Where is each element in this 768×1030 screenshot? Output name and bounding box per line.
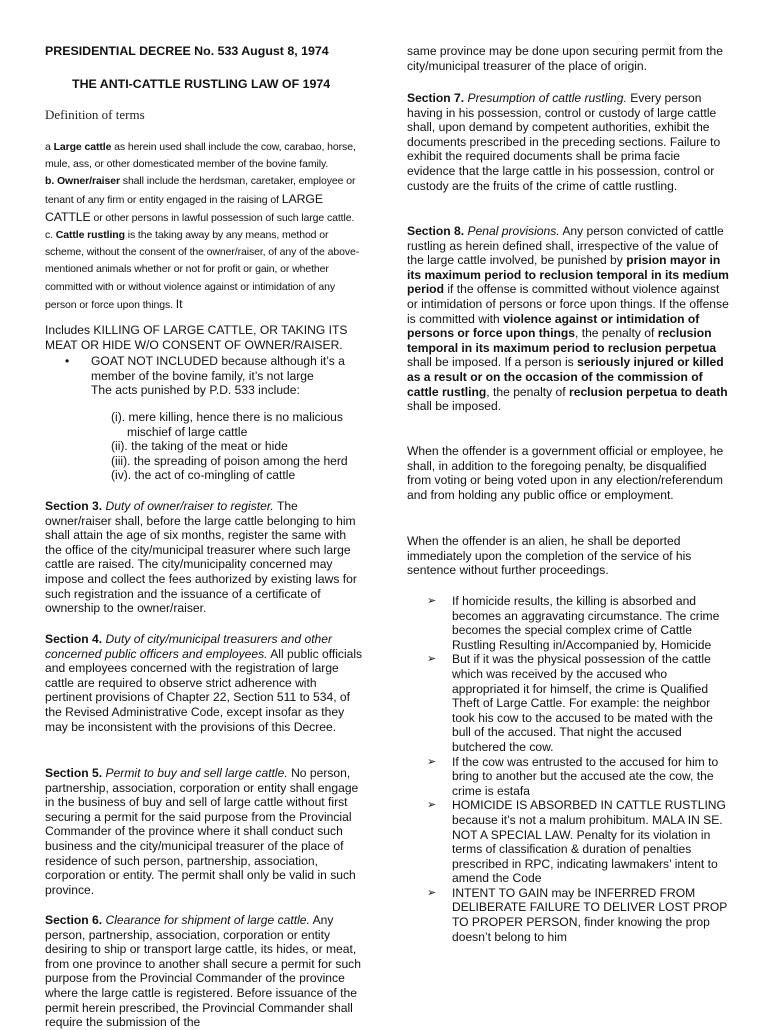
section-7-text: Every person having in his possession, control or custody of large cattle shall, upon demand by competent authorities, exhibit the documents prescribed in the preceding sections. Failure to exhibit the required documents shall be prima facie evidence that the large cattle in his possession, control or custody are the fruits of the crime of cattle rustling. [407, 91, 721, 193]
act-item: (iii). the spreading of poison among the herd [111, 453, 348, 468]
section-5-label: Section 5. [45, 766, 103, 780]
section-7-heading: Presumption of cattle rustling. [467, 91, 627, 105]
continuation-text: same province may be done upon securing permit from the city/municipal treasurer of the place of origin. [407, 44, 723, 73]
section-8-penalty-1: prision mayor in its maximum period to reclusion temporal in its medium period [407, 253, 729, 297]
definition-b-text-2: or other persons in lawful possession of such large cattle. [93, 211, 355, 224]
section-8-text-4: shall be imposed. If a person is [407, 355, 574, 370]
section-8-text-3: , the penalty of [574, 326, 655, 341]
decree-title: PRESIDENTIAL DECREE No. 533 August 8, 1974 [45, 44, 329, 58]
section-5-text: No person, partnership, association, corporation or entity shall engage in the business of buy and sell of large cattle without first securing a permit for the said purpose from the Provincial Commander of the province where it shall conduct such business and the city/municipal treasurer of the place of residence of such person, partnership, association, corporation or entity. The permit shall only be valid in such province. [45, 766, 359, 897]
section-8-penalty-3: reclusion perpetua to death [569, 384, 728, 399]
definition-b-large-cattle: LARGE CATTLE [45, 191, 323, 224]
note-text: HOMICIDE IS ABSORBED IN CATTLE RUSTLING because it’s not a malum prohibitum. MALA IN SE. NOT A SPECIAL LAW. Penalty for its violation in terms of classification & duration of penalties prescribed in RPC, indicating lawmakers’ intent to amend the Code [452, 798, 726, 886]
definition-a-term: Large cattle [53, 141, 112, 153]
definition-b [45, 173, 365, 227]
note-text: If homicide results, the killing is absorbed and becomes an aggravating circumstance. The crime becomes the special complex crime of Cattle Rustling Resulting in/Accompanied by, Homicide [452, 594, 720, 652]
section-8-heading: Penal provisions. [467, 224, 560, 238]
law-subtitle: THE ANTI-CATTLE RUSTLING LAW OF 1974 [72, 77, 331, 91]
section-8-injury: seriously injured or killed as a result or on the occasion of the commission of cattle rustling [407, 355, 724, 399]
section-6-text: Any person, partnership, association, corporation or entity desiring to ship or transport large cattle, its hides, or meat, from one province to another shall secure a permit for such purpose from the Provincial Commander of the province where the large cattle is registered. Before issuance of the permit herein prescribed, the Provincial Commander shall require the submission of the [45, 913, 361, 1030]
section-8-text-5: , the penalty of [486, 384, 566, 399]
section-6-heading: Clearance for shipment of large cattle. [105, 913, 310, 927]
section-3-text: The owner/raiser shall, before the large cattle belonging to him shall attain the age of six months, register the same with the office of the city/municipal treasurer where such large cattle are raised. The city/municipality concerned may impose and collect the fees authorized by existing laws for such registration and the issuance of a certificate of ownership to the owner/raiser. [45, 499, 357, 616]
definition-b-text-1: shall include the herdsman, caretaker, employee or tenant of any firm or entity engaged in the raising of [45, 175, 356, 206]
note-item [407, 652, 729, 754]
act-item: (iv). the act of co-mingling of cattle [111, 468, 296, 483]
definition-b-term: Owner/raiser [56, 175, 120, 188]
arrow-bullet-icon: ➢ [427, 799, 437, 812]
section-8-label: Section 8. [407, 224, 465, 238]
section-3-label: Section 3. [45, 499, 103, 513]
alien-paragraph: When the offender is an alien, he shall be deported immediately upon the completion of the service of his sentence without further proceedings. [407, 534, 692, 578]
note-text: But if it was the physical possession of the cattle which was received by the accused who appropriated it for himself, the crime is Qualified Theft of Large Cattle. For example: the neighbor took his cow to the accused to be mated with the bull of the accused. That night the accused butchered the cow. [452, 652, 713, 754]
includes-text: Includes KILLING OF LARGE CATTLE, OR TAKING ITS MEAT OR HIDE W/O CONSENT OF OWNER/RAISER. [45, 323, 348, 352]
section-6 [45, 913, 365, 1030]
section-8-text-6: shall be imposed. [407, 399, 502, 414]
note-item [407, 594, 729, 652]
definition-c-prefix: c. [45, 229, 53, 242]
section-3 [45, 499, 365, 616]
definition-c-it: It [175, 296, 183, 311]
section-8 [407, 224, 729, 414]
section-5 [45, 766, 365, 897]
acts-list [111, 410, 371, 483]
notes-list [407, 594, 729, 944]
official-paragraph: When the offender is a government official or employee, he shall, in addition to the foregoing penalty, be disqualified from voting or being voted upon in any election/referendum and from holding any public office or employment. [407, 444, 724, 502]
bullet-dot-icon: • [65, 354, 70, 368]
section-8-text-1: Any person convicted of cattle rustling as herein defined shall, irrespective of the value of the large cattle involved, be punished by [407, 224, 724, 268]
goat-bullet-caps: GOAT NOT INCLUDED [91, 354, 219, 368]
section-8-violence: violence against or intimidation of persons or force upon things [407, 311, 700, 341]
definition-a-prefix: a [45, 141, 51, 153]
section-5-heading: Permit to buy and sell large cattle. [105, 766, 288, 780]
definition-heading: Definition of terms [45, 107, 145, 122]
section-4-heading: Duty of city/municipal treasurers and other concerned public officers and employees. [45, 632, 333, 661]
definition-c-text: is the taking away by any means, method or scheme, without the consent of the owner/raiser, of any of the above-mentioned animals whether or not for profit or gain, or whether committed with or without violence against or intimidation of any person or force upon things. [45, 229, 360, 311]
definitions-block [45, 139, 365, 314]
section-4-label: Section 4. [45, 632, 103, 646]
right-column [407, 0, 727, 1024]
section-6-label: Section 6. [45, 913, 103, 927]
act-item: (i). mere killing, hence there is no malicious [111, 410, 343, 424]
section-4 [45, 632, 365, 734]
arrow-bullet-icon: ➢ [427, 595, 437, 607]
note-item [407, 886, 729, 944]
definition-a-text: as herein used shall include the cow, carabao, horse, mule, ass, or other domesticated member of the bovine family. [45, 141, 356, 171]
arrow-bullet-icon: ➢ [427, 755, 437, 768]
goat-bullet-text [91, 354, 371, 383]
note-item [407, 798, 729, 886]
section-7 [407, 91, 729, 193]
section-7-label: Section 7. [407, 91, 465, 105]
goat-bullet-body: because although it’s a member of the bovine family, it’s not large [91, 354, 345, 383]
act-item: mischief of large cattle [127, 424, 248, 439]
definition-c [45, 227, 365, 314]
note-item [407, 755, 729, 799]
definition-a [45, 139, 365, 173]
acts-intro: The acts punished by P.D. 533 include: [91, 383, 300, 397]
arrow-bullet-icon: ➢ [427, 886, 437, 899]
definition-c-term: Cattle rustling [55, 229, 125, 242]
section-3-heading: Duty of owner/raiser to register. [105, 499, 274, 513]
section-8-text-2: if the offense is committed without violence against or intimidation of persons or force upon things. If the offense is committed with [407, 282, 729, 326]
section-4-text: All public officials and employees concerned with the registration of large cattle are required to observe strict adherence with pertinent provisions of Chapter 22, Section 511 to 534, of the Revised Administrative Code, except insofar as they may be inconsistent with the provisions of this Decree. [45, 646, 363, 734]
section-8-penalty-2: reclusion temporal in its maximum period to reclusion perpetua [407, 326, 717, 355]
left-column [45, 0, 365, 1030]
definition-b-prefix: b. [45, 175, 55, 188]
arrow-bullet-icon: ➢ [427, 653, 437, 666]
note-text: INTENT TO GAIN may be INFERRED FROM DELIBERATE FAILURE TO DELIVER LOST PROP TO PROPER PERSON, finder knowing the prop doesn’t belong to him [452, 885, 728, 944]
note-text: If the cow was entrusted to the accused for him to bring to another but the accused ate the cow, the crime is estafa [452, 754, 719, 798]
act-item: (ii). the taking of the meat or hide [111, 439, 288, 454]
